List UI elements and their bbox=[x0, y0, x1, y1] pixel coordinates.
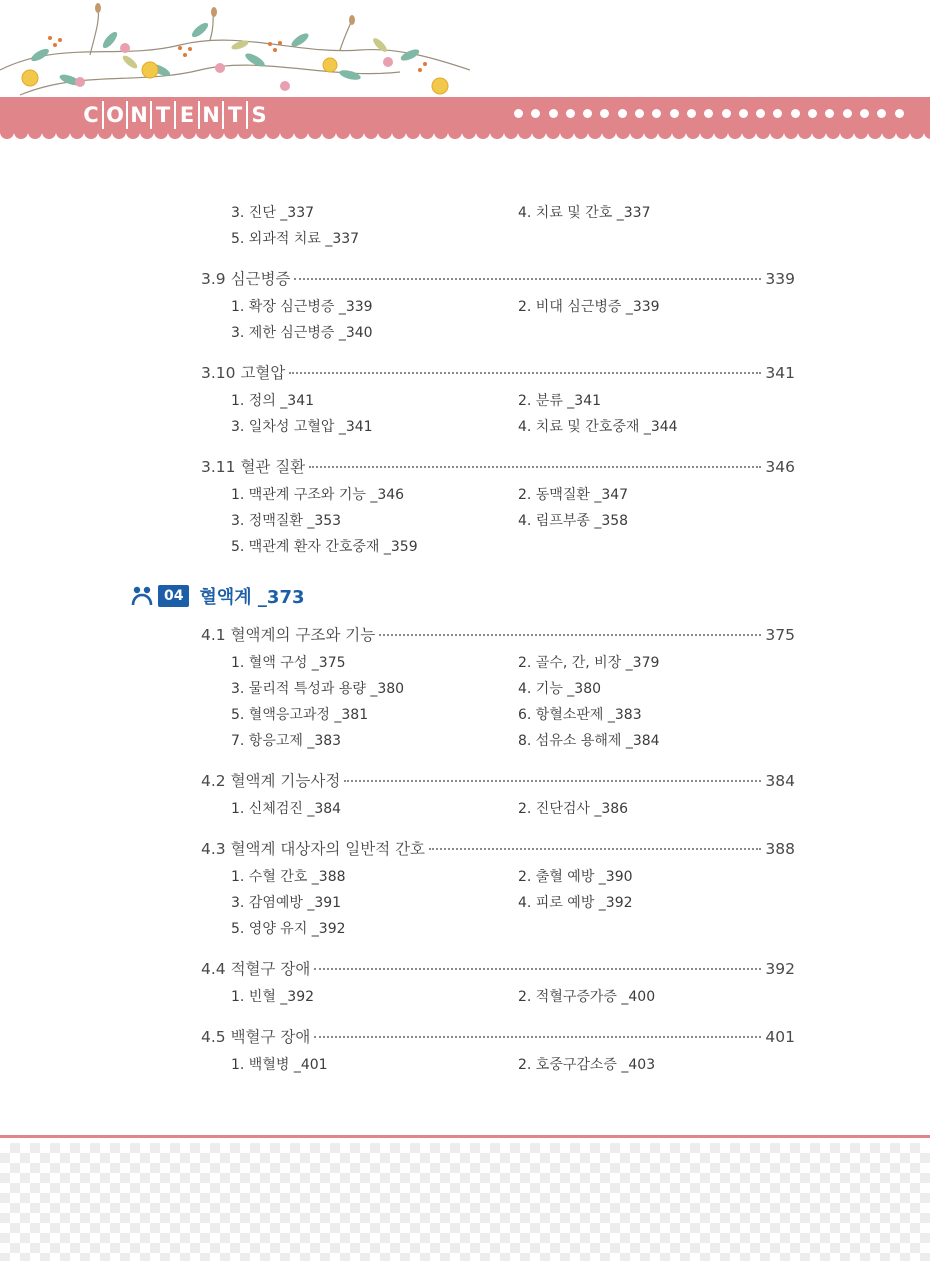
contents-letter: N bbox=[128, 101, 152, 129]
dot-leader bbox=[344, 780, 761, 782]
chapter-number: 04 bbox=[158, 585, 189, 607]
scallop bbox=[434, 130, 448, 139]
scallop bbox=[420, 130, 434, 139]
contents-heading bbox=[80, 101, 270, 129]
section-heading bbox=[201, 455, 795, 477]
section-heading bbox=[201, 837, 795, 859]
scallop bbox=[266, 130, 280, 139]
banner-dot bbox=[825, 109, 834, 118]
scallop bbox=[532, 130, 546, 139]
banner-dot bbox=[670, 109, 679, 118]
toc-entry: 3. 물리적 특성과 용량 _380 bbox=[231, 681, 405, 697]
section-page-number: 384 bbox=[765, 772, 795, 790]
scallop bbox=[770, 130, 784, 139]
banner-dot bbox=[618, 109, 627, 118]
section-page-number: 346 bbox=[765, 458, 795, 476]
scallop bbox=[546, 130, 560, 139]
section-title: 4.4 적혈구 장애 bbox=[201, 960, 311, 978]
toc-entry: 3. 감염예방 _391 bbox=[231, 895, 342, 911]
scallop bbox=[196, 130, 210, 139]
scallop bbox=[742, 130, 756, 139]
toc-entry: 4. 림프부종 _358 bbox=[518, 513, 629, 529]
scallop bbox=[238, 130, 252, 139]
scallop bbox=[126, 130, 140, 139]
banner-dots-decoration bbox=[514, 109, 904, 118]
scallop bbox=[112, 130, 126, 139]
toc-entry: 5. 외과적 치료 _337 bbox=[231, 231, 360, 247]
scallop bbox=[476, 130, 490, 139]
scallop bbox=[518, 130, 532, 139]
banner-dot bbox=[895, 109, 904, 118]
section-title: 4.2 혈액계 기능사정 bbox=[201, 772, 341, 790]
scallop bbox=[140, 130, 154, 139]
scallop bbox=[308, 130, 322, 139]
scallop bbox=[504, 130, 518, 139]
scallop bbox=[56, 130, 70, 139]
toc-entry: 2. 동맥질환 _347 bbox=[518, 487, 629, 503]
scallop bbox=[462, 130, 476, 139]
banner-dot bbox=[652, 109, 661, 118]
scallop bbox=[224, 130, 238, 139]
scallop bbox=[294, 130, 308, 139]
scallop bbox=[602, 130, 616, 139]
toc-entry: 1. 확장 심근병증 _339 bbox=[231, 299, 373, 315]
banner-dot bbox=[756, 109, 765, 118]
toc-entry: 2. 골수, 간, 비장 _379 bbox=[518, 655, 660, 671]
section-title: 4.1 혈액계의 구조와 기능 bbox=[201, 626, 376, 644]
toc-entry: 4. 기능 _380 bbox=[518, 681, 602, 697]
banner-dot bbox=[549, 109, 558, 118]
scallop bbox=[14, 130, 28, 139]
scallop bbox=[0, 130, 14, 139]
section-title: 3.10 고혈압 bbox=[201, 364, 286, 382]
scallop bbox=[560, 130, 574, 139]
toc-entry: 2. 진단검사 _386 bbox=[518, 801, 629, 817]
scallop bbox=[210, 130, 224, 139]
dot-leader bbox=[429, 848, 761, 850]
banner-dot bbox=[531, 109, 540, 118]
section-heading bbox=[201, 267, 795, 289]
scallop bbox=[672, 130, 686, 139]
banner-dot bbox=[877, 109, 886, 118]
toc-entry: 4. 피로 예방 _392 bbox=[518, 895, 633, 911]
dot-leader bbox=[314, 1036, 761, 1038]
banner-dot bbox=[860, 109, 869, 118]
toc-entry: 7. 항응고제 _383 bbox=[231, 733, 342, 749]
banner-dot bbox=[514, 109, 523, 118]
toc-entry: 1. 맥관계 구조와 기능 _346 bbox=[231, 487, 405, 503]
chapter-title: 혈액계 _373 bbox=[199, 587, 305, 608]
scallop bbox=[728, 130, 742, 139]
toc-entry: 1. 수혈 간호 _388 bbox=[231, 869, 346, 885]
banner-dot bbox=[843, 109, 852, 118]
scallop bbox=[658, 130, 672, 139]
scallop bbox=[686, 130, 700, 139]
scallop bbox=[98, 130, 112, 139]
banner-dot bbox=[687, 109, 696, 118]
toc-entry: 4. 치료 및 간호중재 _344 bbox=[518, 419, 678, 435]
section-title: 3.9 심근병증 bbox=[201, 270, 291, 288]
floral-header-illustration bbox=[0, 0, 470, 100]
scallop bbox=[252, 130, 266, 139]
scallop bbox=[868, 130, 882, 139]
banner-dot bbox=[808, 109, 817, 118]
contents-letter: T bbox=[224, 101, 248, 129]
scallop bbox=[392, 130, 406, 139]
toc-entry: 1. 신체검진 _384 bbox=[231, 801, 342, 817]
scallop bbox=[70, 130, 84, 139]
toc-entry: 2. 분류 _341 bbox=[518, 393, 602, 409]
scallop bbox=[588, 130, 602, 139]
banner-dot bbox=[739, 109, 748, 118]
contents-letter: C bbox=[80, 101, 104, 129]
toc-entry: 2. 출혈 예방 _390 bbox=[518, 869, 633, 885]
dot-leader bbox=[379, 634, 761, 636]
scallop bbox=[798, 130, 812, 139]
scallop bbox=[84, 130, 98, 139]
scallop bbox=[28, 130, 42, 139]
chapter-heading bbox=[130, 583, 305, 609]
toc-entry: 1. 정의 _341 bbox=[231, 393, 315, 409]
section-title: 4.3 혈액계 대상자의 일반적 간호 bbox=[201, 840, 426, 858]
toc-entry: 3. 일차성 고혈압 _341 bbox=[231, 419, 373, 435]
section-page-number: 375 bbox=[765, 626, 795, 644]
toc-entry: 5. 맥관계 환자 간호중재 _359 bbox=[231, 539, 418, 555]
section-heading bbox=[201, 623, 795, 645]
banner-dot bbox=[704, 109, 713, 118]
section-page-number: 392 bbox=[765, 960, 795, 978]
scallop bbox=[574, 130, 588, 139]
scallop bbox=[350, 130, 364, 139]
section-heading bbox=[201, 361, 795, 383]
toc-entry: 8. 섬유소 용해제 _384 bbox=[518, 733, 660, 749]
scallop bbox=[826, 130, 840, 139]
section-title: 4.5 백혈구 장애 bbox=[201, 1028, 311, 1046]
toc-entry: 2. 호중구감소증 _403 bbox=[518, 1057, 656, 1073]
scallop bbox=[644, 130, 658, 139]
dot-leader bbox=[309, 466, 761, 468]
contents-letter: T bbox=[152, 101, 176, 129]
scallop bbox=[616, 130, 630, 139]
toc-entry: 2. 적혈구증가증 _400 bbox=[518, 989, 656, 1005]
scallop bbox=[700, 130, 714, 139]
section-heading bbox=[201, 957, 795, 979]
dot-leader bbox=[294, 278, 761, 280]
banner-dot bbox=[722, 109, 731, 118]
people-icon bbox=[130, 585, 154, 607]
scallop bbox=[854, 130, 868, 139]
toc-entry: 1. 백혈병 _401 bbox=[231, 1057, 328, 1073]
banner-dot bbox=[791, 109, 800, 118]
toc-entry: 6. 항혈소판제 _383 bbox=[518, 707, 642, 723]
banner-dot bbox=[635, 109, 644, 118]
toc-entry: 2. 비대 심근병증 _339 bbox=[518, 299, 660, 315]
contents-letter: S bbox=[251, 103, 267, 127]
toc-entry: 3. 제한 심근병증 _340 bbox=[231, 325, 373, 341]
scallop bbox=[168, 130, 182, 139]
toc-entry: 1. 빈혈 _392 bbox=[231, 989, 315, 1005]
scallop bbox=[322, 130, 336, 139]
banner-dot bbox=[600, 109, 609, 118]
scallop bbox=[336, 130, 350, 139]
scallop bbox=[714, 130, 728, 139]
toc-entry: 3. 정맥질환 _353 bbox=[231, 513, 342, 529]
dot-leader bbox=[314, 968, 761, 970]
scallop bbox=[924, 130, 930, 139]
scallop bbox=[406, 130, 420, 139]
banner-dot bbox=[583, 109, 592, 118]
footer-checker-pattern bbox=[0, 1143, 930, 1261]
scallop bbox=[490, 130, 504, 139]
footer-rule bbox=[0, 1135, 930, 1138]
toc-entry: 3. 진단 _337 bbox=[231, 205, 315, 221]
banner-dot bbox=[566, 109, 575, 118]
scallop bbox=[364, 130, 378, 139]
scallop bbox=[910, 130, 924, 139]
toc-entry: 5. 영양 유지 _392 bbox=[231, 921, 346, 937]
contents-letter: N bbox=[200, 101, 224, 129]
banner-dot bbox=[773, 109, 782, 118]
section-heading bbox=[201, 769, 795, 791]
banner-scallop-edge bbox=[0, 130, 930, 140]
toc-entry: 4. 치료 및 간호 _337 bbox=[518, 205, 651, 221]
contents-letter: E bbox=[176, 101, 200, 129]
scallop bbox=[630, 130, 644, 139]
scallop bbox=[896, 130, 910, 139]
section-heading bbox=[201, 1025, 795, 1047]
scallop bbox=[182, 130, 196, 139]
section-page-number: 339 bbox=[765, 270, 795, 288]
scallop bbox=[784, 130, 798, 139]
section-page-number: 388 bbox=[765, 840, 795, 858]
dot-leader bbox=[289, 372, 761, 374]
scallop bbox=[840, 130, 854, 139]
scallop bbox=[154, 130, 168, 139]
toc-entry: 1. 혈액 구성 _375 bbox=[231, 655, 346, 671]
scallop bbox=[882, 130, 896, 139]
scallop bbox=[756, 130, 770, 139]
section-title: 3.11 혈관 질환 bbox=[201, 458, 306, 476]
scallop bbox=[42, 130, 56, 139]
scallop bbox=[448, 130, 462, 139]
section-page-number: 341 bbox=[765, 364, 795, 382]
scallop bbox=[280, 130, 294, 139]
section-page-number: 401 bbox=[765, 1028, 795, 1046]
scallop bbox=[378, 130, 392, 139]
toc-entry: 5. 혈액응고과정 _381 bbox=[231, 707, 369, 723]
contents-letter: O bbox=[104, 101, 128, 129]
scallop bbox=[812, 130, 826, 139]
